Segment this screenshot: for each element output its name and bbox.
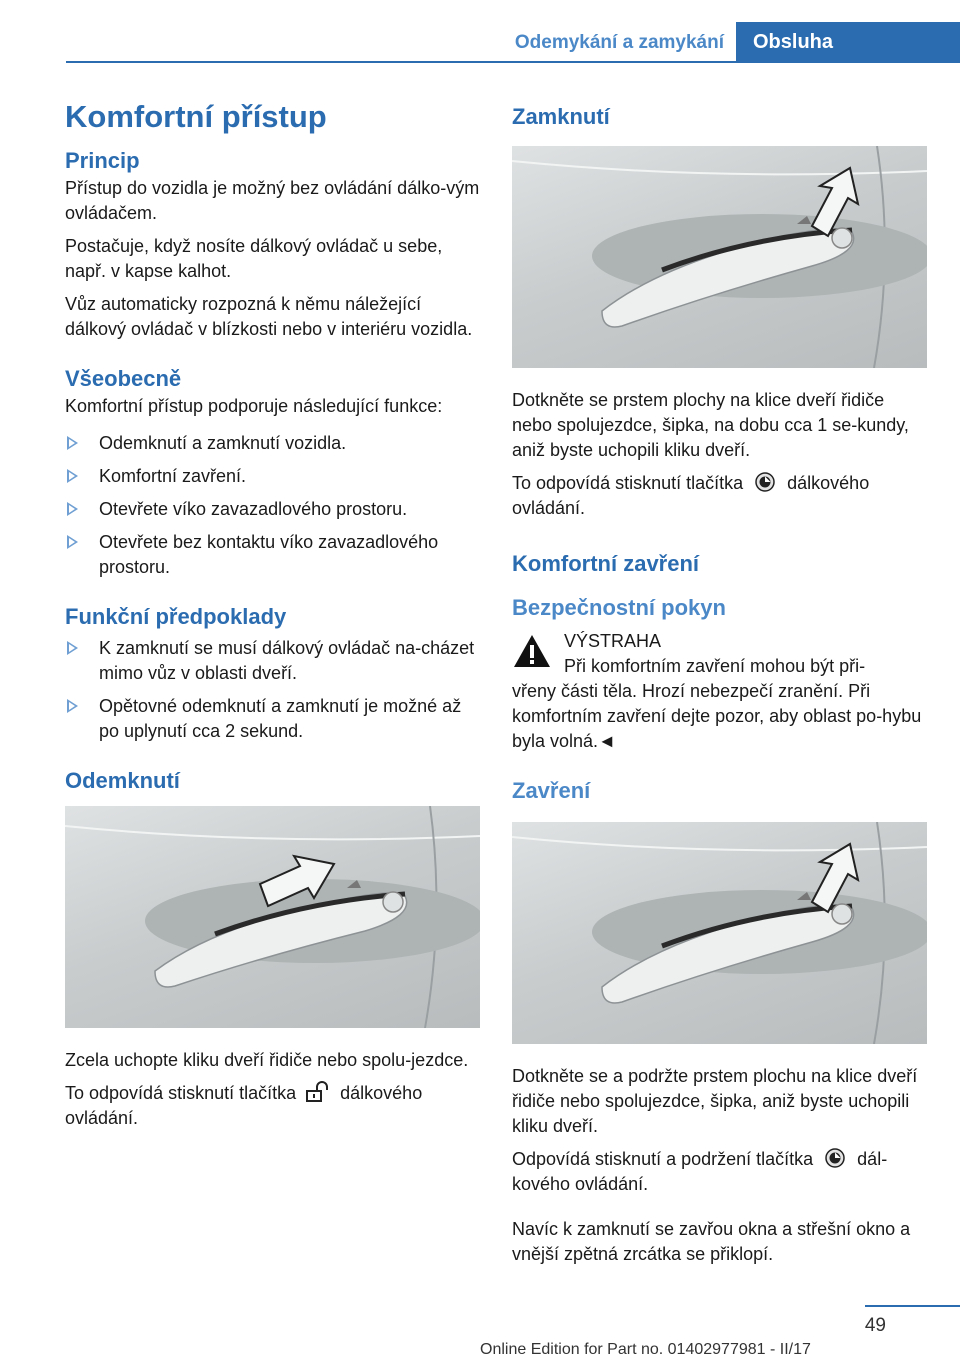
- door-handle-lock-image: [512, 146, 927, 368]
- unlock-heading: Odemknutí: [65, 768, 180, 793]
- header-rule: [66, 61, 960, 63]
- close-paragraph-2: Odpovídá stisknutí a podržení tlačítka dál-kového ovládání.: [512, 1149, 888, 1194]
- list-item: Otevřete bez kontaktu víko zavazadlového prostoru.: [65, 530, 480, 580]
- principle-heading: Princip: [65, 148, 140, 173]
- requirements-heading: Funkční předpoklady: [65, 604, 287, 629]
- list-item: Otevřete víko zavazadlového prostoru.: [65, 497, 480, 522]
- header-chapter-tab: Obsluha: [736, 22, 960, 63]
- list-item: Odemknutí a zamknutí vozidla.: [65, 431, 480, 456]
- general-heading: Všeobecně: [65, 366, 182, 391]
- principle-paragraph-3: Vůz automaticky rozpozná k němu náležející dálkový ovládač v blízkosti nebo v interiéru vozidla.: [65, 294, 473, 339]
- unlock-padlock-icon: [304, 1081, 332, 1103]
- right-column: [512, 96, 927, 1275]
- bullet-triangle-icon: [67, 641, 78, 655]
- list-item: Opětovné odemknutí a zamknutí je možné až po uplynutí cca 2 sekund.: [65, 694, 480, 744]
- lock-button-icon: [821, 1147, 849, 1169]
- page-title: Komfortní přístup: [65, 99, 327, 134]
- unlock-paragraph-2: To odpovídá stisknutí tlačítka dálkového ovládání.: [65, 1083, 423, 1128]
- bullet-triangle-icon: [67, 469, 78, 483]
- edition-label: Online Edition for Part no. 01402977981 - II/17: [480, 1341, 811, 1358]
- comfort-close-heading: Komfortní zavření: [512, 551, 700, 576]
- door-handle-unlock-image: [65, 806, 480, 1028]
- warning-label: VÝSTRAHA: [564, 631, 662, 651]
- header-section-title: Odemykání a zamykání: [514, 32, 724, 53]
- warning-triangle-icon: [512, 633, 552, 669]
- close-heading: Zavření: [512, 778, 591, 803]
- general-intro: Komfortní přístup podporuje následující funkce:: [65, 396, 443, 416]
- close-paragraph-3: Navíc k zamknutí se zavřou okna a střešní okno a vnější zpětná zrcátka se přiklopí.: [512, 1219, 911, 1264]
- left-column: [65, 96, 480, 1139]
- bullet-triangle-icon: [67, 699, 78, 713]
- unlock-paragraph-1: Zcela uchopte kliku dveří řidiče nebo spolu-jezdce.: [65, 1050, 469, 1070]
- page-number: 49: [864, 1315, 886, 1336]
- principle-paragraph-2: Postačuje, když nosíte dálkový ovládač u sebe, např. v kapse kalhot.: [65, 236, 443, 281]
- list-item: Komfortní zavření.: [65, 464, 480, 489]
- warning-text-rest: vřeny části těla. Hrozí nebezpečí zranění. Při komfortním zavření dejte pozor, aby oblast po-hybu byla volná.◄: [512, 681, 922, 751]
- general-list: [65, 431, 480, 580]
- footer-rule: [865, 1305, 960, 1307]
- close-paragraph-1: Dotkněte se a podržte prstem plochu na klice dveří řidiče nebo spolujezdce, šipka, aniž byste uchopili kliku dveří.: [512, 1066, 918, 1136]
- requirements-list: [65, 636, 480, 744]
- lock-paragraph-1: Dotkněte se prstem plochy na klice dveří řidiče nebo spolujezdce, šipka, na dobu cca 1 se-kundy, aniž byste uchopili kliku dveří.: [512, 390, 909, 460]
- bullet-triangle-icon: [67, 436, 78, 450]
- door-handle-close-image: [512, 822, 927, 1044]
- warning-text-first: Při komfortním zavření mohou být při-: [564, 656, 866, 676]
- principle-paragraph-1: Přístup do vozidla je možný bez ovládání dálko-vým ovládačem.: [65, 178, 480, 223]
- lock-button-icon: [751, 471, 779, 493]
- bullet-triangle-icon: [67, 535, 78, 549]
- list-item: K zamknutí se musí dálkový ovládač na-cházet mimo vůz v oblasti dveří.: [65, 636, 480, 686]
- safety-heading: Bezpečnostní pokyn: [512, 595, 726, 620]
- warning-block: [512, 629, 927, 679]
- bullet-triangle-icon: [67, 502, 78, 516]
- lock-heading: Zamknutí: [512, 104, 610, 129]
- lock-paragraph-2: To odpovídá stisknutí tlačítka dálkového ovládání.: [512, 473, 870, 518]
